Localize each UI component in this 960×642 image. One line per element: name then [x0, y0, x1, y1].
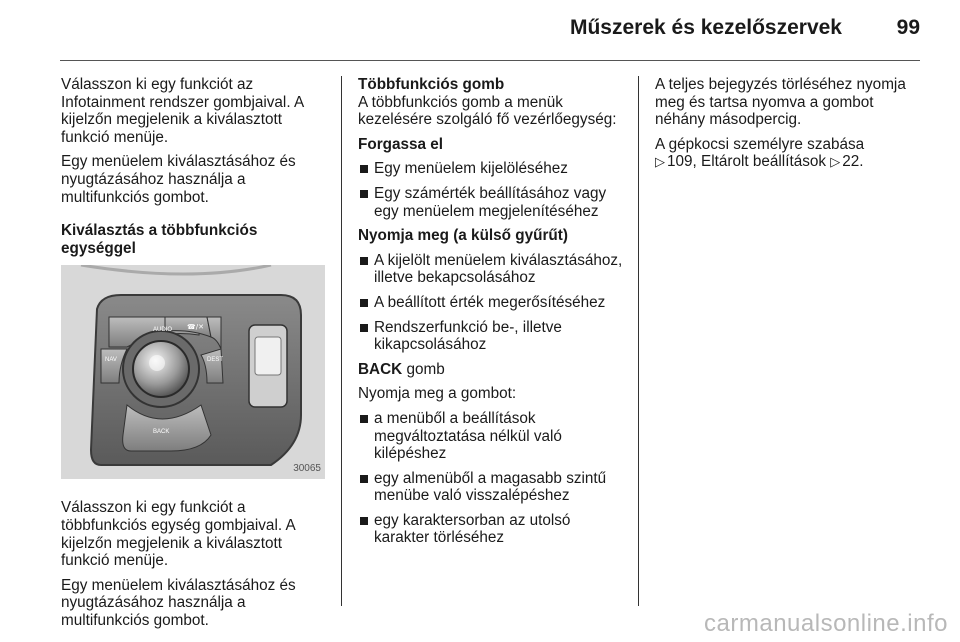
paragraph: A teljes bejegyzés törléséhez nyomja meg és tartsa nyomva a gombot néhány másodpercig. — [655, 76, 906, 129]
back-suffix: gomb — [402, 360, 445, 378]
subheading-rotate: Forgassa el — [358, 135, 444, 153]
paragraph: Válasszon ki egy funkciót az Infotainment rendszer gombjaival. A kijelzőn megjelenik a kiválasztott funkció menüje. — [61, 76, 304, 146]
phone-button-label: ☎/✕ — [187, 323, 204, 332]
paragraph: A többfunkciós gomb a menük kezelésére szolgáló fő vezérlőegység: — [358, 93, 617, 129]
page-ref-link[interactable]: 22 — [842, 153, 860, 171]
page-ref-arrow-icon: ▷ — [655, 154, 665, 170]
page-ref-link[interactable]: 109 — [667, 153, 693, 171]
reference-text: . — [859, 153, 864, 171]
nav-button-label: NAV — [105, 357, 117, 364]
list-item: egy karaktersorban az utolsó karakter törléséhez — [358, 512, 624, 547]
column-3 — [655, 76, 925, 178]
rotate-list — [358, 160, 624, 220]
column-2 — [358, 76, 624, 554]
list-item: A beállított érték megerősítéséhez — [358, 294, 624, 312]
reference-text: , Eltárolt beállítások — [692, 153, 831, 171]
page-number: 99 — [896, 16, 920, 39]
watermark: carmanualsonline.info — [704, 610, 948, 637]
list-item: a menüből a beállítások megváltoztatása nélkül való kilépéshez — [358, 410, 624, 463]
header-rule — [60, 60, 920, 61]
controller-illustration — [61, 265, 325, 479]
back-label: BACK — [358, 360, 403, 378]
cross-reference — [655, 136, 925, 171]
audio-button-label: AUDIO — [153, 327, 173, 334]
dest-button-label: DEST — [207, 357, 224, 364]
paragraph: Válasszon ki egy funkciót a többfunkciós egység gombjaival. A kijelzőn megjelenik a kiválasztott funkció menüje. — [61, 499, 295, 570]
paragraph: Egy menüelem kiválasztásához és nyugtázásához használja a multifunkciós gombot. — [61, 576, 296, 629]
column-divider — [638, 76, 639, 606]
list-item: egy almenüből a magasabb szintű menübe való visszalépéshez — [358, 470, 624, 505]
column-1 — [61, 76, 327, 637]
page-ref-arrow-icon: ▷ — [830, 154, 841, 170]
section-title: Műszerek és kezelőszervek — [569, 16, 842, 39]
press-list — [358, 252, 624, 354]
controller-figure — [61, 265, 325, 479]
column-divider — [341, 76, 342, 606]
reference-text: A gépkocsi személyre szabása — [655, 135, 865, 153]
list-item: Rendszerfunkció be-, illetve kikapcsolásához — [358, 319, 624, 354]
list-item: Egy menüelem kijelöléséhez — [358, 160, 624, 178]
subheading-press: Nyomja meg (a külső gyűrűt) — [358, 227, 568, 245]
subheading-multifunction-unit: Kiválasztás a többfunkciós egységgel — [61, 222, 258, 257]
list-item: Egy számérték beállításához vagy egy menüelem megjelenítéséhez — [358, 185, 624, 220]
back-button-label: BACK — [153, 429, 170, 436]
list-item: A kijelölt menüelem kiválasztásához, illetve bekapcsolásához — [358, 252, 624, 287]
subheading-multifunction-knob: Többfunkciós gomb — [358, 76, 505, 93]
back-button-heading — [358, 361, 624, 379]
paragraph: Nyomja meg a gombot: — [358, 385, 517, 403]
paragraph: Egy menüelem kiválasztásához és nyugtázásához használja a multifunkciós gombot. — [61, 153, 296, 206]
figure-number: 30065 — [293, 462, 321, 474]
page-header — [0, 0, 960, 60]
back-list — [358, 410, 624, 547]
